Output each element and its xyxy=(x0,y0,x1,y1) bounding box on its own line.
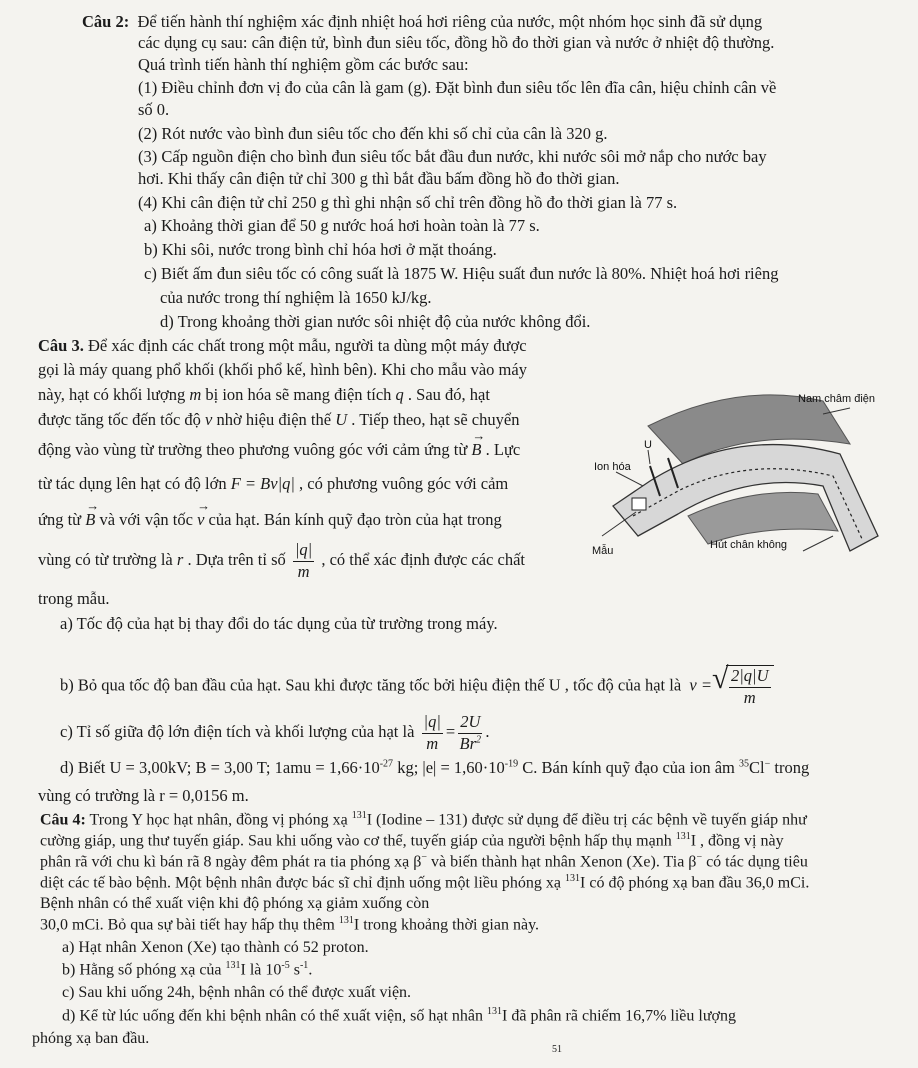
q4-line-6: 30,0 mCi. Bỏ qua sự bài tiết hay hấp thụ thêm $^{131}$I trong khoảng thời gian này. xyxy=(40,915,540,934)
q2-option-c1: c) Biết ấm đun siêu tốc có công suất là 1875 W. Hiệu suất đun nước là 80%. Nhiệt hoá hơi riêng xyxy=(144,264,779,283)
sample-box xyxy=(632,498,646,510)
q3-line-6: từ tác dụng lên hạt có độ lớn F = Bv|q| , có phương vuông góc với cảm xyxy=(38,474,509,493)
q3-line-3: này, hạt có khối lượng m bị ion hóa sẽ mang điện tích q . Sau đó, hạt xyxy=(38,385,490,404)
q4-line-3: phân rã với chu kì bán rã 8 ngày đêm phát ra tia phóng xạ β− và biến thành hạt nhân Xenon (Xe). Tia β− có tác dụng tiêu xyxy=(40,852,808,871)
label-electromagnet: Nam châm điện xyxy=(798,393,876,405)
q3-line-4: được tăng tốc đến tốc độ v nhờ hiệu điện thế U . Tiếp theo, hạt sẽ chuyển xyxy=(38,410,520,429)
q4-line-1: Câu 4: Trong Y học hạt nhân, đồng vị phóng xạ $^{131}$I (Iodine – 131) được sử dụng để điều trị các bệnh về tuyến giáp như xyxy=(40,810,807,829)
speed-sqrt: √ $\frac{2|q|U}{m}$ xyxy=(726,665,774,708)
page-number: 51 xyxy=(552,1044,562,1055)
q4-option-d1: d) Kể từ lúc uống đến khi bệnh nhân có thể xuất viện, số hạt nhân $^{131}$I đã phân rã chiếm 16,7% liều lượng xyxy=(62,1006,736,1025)
q3-line-8: vùng có từ trường là r . Dựa trên tỉ số $\frac{|q|}{m}$ , có thể xác định được các chất xyxy=(38,540,525,581)
q4-line-4: diệt các tế bào bệnh. Một bệnh nhân được bác sĩ chỉ định uống một liều phóng xạ $^{131}$I có độ phóng xạ ban đầu 36,0 mCi. xyxy=(40,873,810,892)
label-vacuum: Hút chân không xyxy=(710,539,788,551)
q3-option-c: c) Tỉ số giữa độ lớn điện tích và khối lượng của hạt là $\frac{|q|}{m}$ = $\frac{2U}{Br^2}$ . xyxy=(60,712,490,753)
q4-line-5: Bệnh nhân có thể xuất viện khi độ phóng xạ giảm xuống còn xyxy=(40,895,430,912)
q2-step-4: (4) Khi cân điện tử chỉ 250 g thì ghi nhận số chỉ trên đồng hồ đo thời gian là 77 s. xyxy=(138,193,678,212)
label-ionization: Ion hóa xyxy=(594,461,631,473)
q3-option-d2: vùng có trường là r = 0,0156 m. xyxy=(38,786,249,805)
q4-option-b: b) Hằng số phóng xạ của $^{131}$I là $10^{-5}$ $s^{-1}$. xyxy=(62,960,313,979)
q3-text-9: trong mẫu. xyxy=(38,589,110,608)
q2-intro-2: các dụng cụ sau: cân điện tử, bình đun siêu tốc, đồng hồ đo thời gian và nước ở nhiệt độ thường. xyxy=(138,33,775,52)
mass-spectrometer-figure xyxy=(588,386,916,566)
q-over-m-fraction: $\frac{|q|}{m}$ xyxy=(294,540,313,581)
q2-step-1b: số 0. xyxy=(138,100,170,119)
q2-label: Câu 2: xyxy=(82,12,130,31)
q4-label: Câu 4: xyxy=(40,811,86,829)
q2-option-a: a) Khoảng thời gian để 50 g nước hoá hơi hoàn toàn là 77 s. xyxy=(144,216,540,235)
q2-option-d: d) Trong khoảng thời gian nước sôi nhiệt độ của nước không đổi. xyxy=(160,312,591,331)
q2-option-c2: của nước trong thí nghiệm là 1650 kJ/kg. xyxy=(160,288,432,307)
q3-label: Câu 3. xyxy=(38,336,84,355)
q3-option-a: a) Tốc độ của hạt bị thay đổi do tác dụng của từ trường trong máy. xyxy=(60,614,498,633)
q4-option-a: a) Hạt nhân Xenon (Xe) tạo thành có 52 proton. xyxy=(62,939,369,956)
q3-text-2: gọi là máy quang phổ khối (khối phổ kế, hình bên). Khi cho mẫu vào máy xyxy=(38,360,527,379)
q3-line-1 xyxy=(38,336,527,357)
label-sample: Mẫu xyxy=(592,545,614,557)
q2-step-3a: (3) Cấp nguồn điện cho bình đun siêu tốc bắt đầu đun nước, khi nước sôi mở nắp cho nước bay xyxy=(138,147,767,166)
q2-step-2: (2) Rót nước vào bình đun siêu tốc cho đến khi số chỉ của cân là 320 g. xyxy=(138,124,608,143)
q3-line-7: ứng từ → B và với vận tốc → v của hạt. Bán kính quỹ đạo tròn của hạt trong xyxy=(38,498,502,529)
q4-option-d2: phóng xạ ban đầu. xyxy=(32,1030,150,1047)
q3-line-5: động vào vùng từ trường theo phương vuông góc với cảm ứng từ → B . Lực xyxy=(38,428,521,459)
label-voltage: U xyxy=(644,439,652,451)
q3-option-d1: d) Biết U = 3,00kV; B = 3,00 T; $1amu = 1,66\cdot 10^{-27}$ kg; $|e| = 1,60\cdot 10^{-19}$ C. Bán kính quỹ đạo của ion âm $^{35}$Cl− trong xyxy=(60,758,810,777)
q2-step-3b: hơi. Khi thấy cân điện tử chỉ 300 g thì bắt đầu bấm đồng hồ đo thời gian. xyxy=(138,169,620,188)
q2-step-1a: (1) Điều chỉnh đơn vị đo của cân là gam (g). Đặt bình đun siêu tốc lên đĩa cân, hiệu chỉnh cân về xyxy=(138,78,777,97)
force-formula: F = Bv|q| xyxy=(230,474,295,493)
q3-option-b: b) Bỏ qua tốc độ ban đầu của hạt. Sau khi được tăng tốc bởi hiệu điện thế U , tốc độ của hạt là v = √ $\frac{2|q|U}{m}$ xyxy=(60,665,774,708)
q2-intro-3: Quá trình tiến hành thí nghiệm gồm các bước sau: xyxy=(138,55,469,74)
q4-line-2: cường giáp, ung thư tuyến giáp. Sau khi uống vào cơ thể, tuyến giáp của người bệnh hấp thụ mạnh $^{131}$I , đồng vị này xyxy=(40,831,784,850)
q2-intro-1: Để tiến hành thí nghiệm xác định nhiệt hoá hơi riêng của nước, một nhóm học sinh đã sử dụng xyxy=(137,12,763,31)
q2-line-1 xyxy=(82,12,762,33)
q2-option-b: b) Khi sôi, nước trong bình chỉ hóa hơi ở mặt thoáng. xyxy=(144,240,497,259)
q4-option-c: c) Sau khi uống 24h, bệnh nhân có thể được xuất viện. xyxy=(62,984,412,1001)
q3-text-1: Để xác định các chất trong một mẫu, người ta dùng một máy được xyxy=(87,336,527,355)
